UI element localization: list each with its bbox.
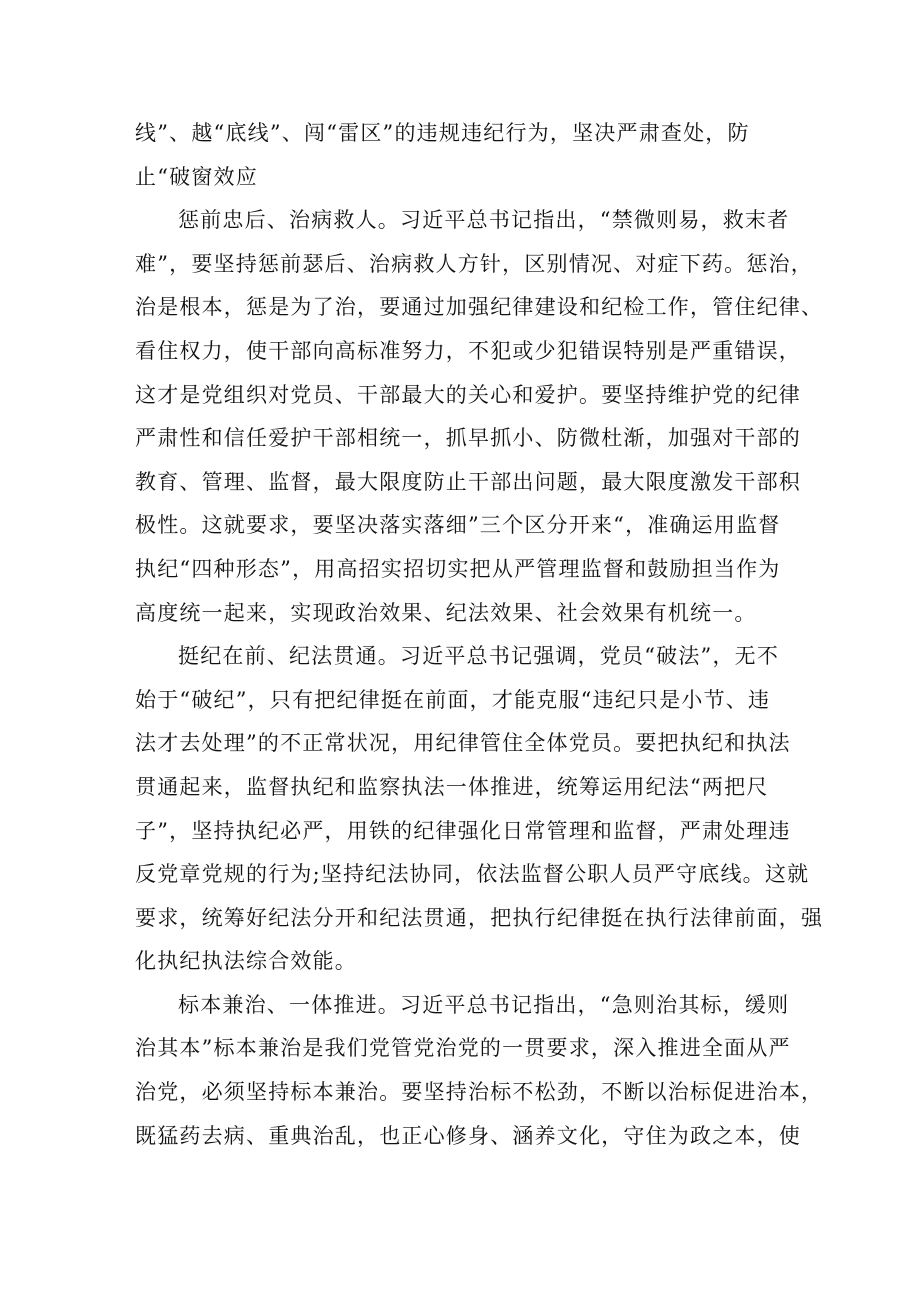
text-line: 反党章党规的行为;坚持纪法协同，依法监督公职人员严守底线。这就 (135, 862, 810, 887)
text-line: 贯通起来，监督执纪和监察执法一体推进，统筹运用纪法“两把尺 (135, 774, 769, 799)
text-line: 难”，要坚持惩前瑟后、治病救人方针，区别情况、对症下药。惩治， (135, 251, 813, 276)
text-line: 始于“破纪”，只有把纪律挺在前面，才能克服“违纪只是小节、违 (135, 687, 771, 712)
text-line: 治其本”标本兼治是我们党管党治党的一贯要求，深入推进全面从严 (135, 1036, 791, 1061)
text-line: 要求，统筹好纪法分开和纪法贯通，把执行纪律挺在执行法律前面，强 (135, 905, 824, 930)
text-line: 标本兼治、一体推进。习近平总书记指出，“急则治其标，缓则 (178, 992, 790, 1017)
paragraph-3 (135, 984, 824, 1158)
paragraph-0 (135, 112, 790, 199)
text-line: 看住权力，使干部向高标准努力，不犯或少犯错误特别是严重错误， (135, 338, 801, 363)
text-line: 执纪“四种形态”，用高招实招切实把从严管理监督和鼓励担当作为 (135, 556, 781, 581)
text-line: 严肃性和信任爱护干部相统一，抓早抓小、防微杜渐，加强对干部的 (135, 426, 801, 451)
text-line: 高度统一起来，实现政治效果、纪法效果、社会效果有机统一。 (135, 600, 757, 625)
text-line: 子”，坚持执纪必严，用铁的纪律强化日常管理和监督，严肃处理违 (135, 818, 791, 843)
text-line: 治党，必须坚持标本兼治。要坚持治标不松劲，不断以治标促进治本， (135, 1080, 824, 1105)
text-line: 教育、管理、监督，最大限度防止干部出问题，最大限度激发干部积 (135, 469, 801, 494)
paragraph-2 (135, 635, 824, 984)
text-line: 惩前忠后、治病救人。习近平总书记指出，“禁微则易，救末者 (178, 208, 790, 233)
text-line: 挺纪在前、纪法贯通。习近平总书记强调，党员“破法”，无不 (178, 644, 780, 669)
text-line: 止“破窗效应 (135, 164, 258, 189)
text-line: 既猛药去病、重典治乱，也正心修身、涵养文化，守住为政之本，使 (135, 1123, 801, 1148)
paragraph-1 (135, 199, 824, 635)
text-line: 这才是党组织对党员、干部最大的关心和爱护。要坚持维护党的纪律 (135, 382, 801, 407)
text-line: 法才去处理”的不正常状况，用纪律管住全体党员。要把执纪和执法 (135, 731, 791, 756)
text-line: 治是根本，惩是为了治，要通过加强纪律建设和纪检工作，管住纪律、 (135, 295, 824, 320)
text-line: 极性。这就要求，要坚决落实落细”三个区分开来“，准确运用监督 (135, 513, 781, 538)
document-body (135, 112, 824, 1158)
text-line: 化执纪执法综合效能。 (135, 949, 357, 974)
text-line: 线”、越“底线”、闯“雷区”的违规违纪行为，坚决严肃查处，防 (135, 121, 750, 145)
